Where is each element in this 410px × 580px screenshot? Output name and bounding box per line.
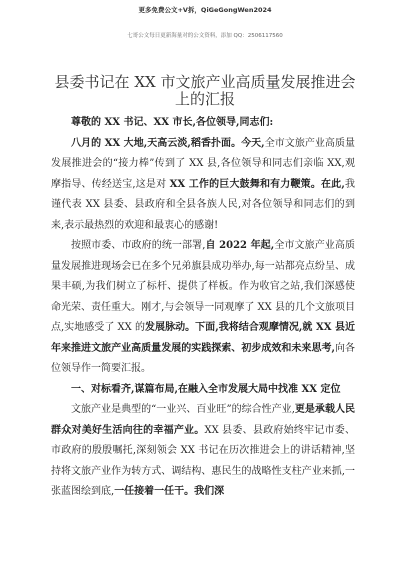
p1-sentence-2: 全市文旅产业高质量发展推进会的“接力棒”传到了 XX 县,各位领导和同志们亲临 XX,观摩指导、传经送宝,这是对 — [51, 137, 356, 190]
p2-sentence-7: 向各位领导作一简要汇报。 — [51, 342, 356, 374]
p2-sentence-5: 我们深感使命光荣、责任重大。刚才,与会领导一同观摩了 XX 县的几个文旅项目点,实地感受了 XX 的 — [51, 281, 356, 333]
p2-sentence-2: 自 2022 年起, — [205, 240, 275, 251]
p2-sentence-6: 发展脉动。下面,我将结合观摩情况,就 XX 县近年来推进文旅产业高质量发展的实践探索、初步成效和未来思考, — [51, 322, 355, 354]
header-watermark-line: 更多免费公文+V拆，QiGeGongWen2024 — [138, 6, 272, 14]
paragraph-2 — [51, 236, 355, 380]
document-title: 县委书记在 XX 市文旅产业高质量发展推进会上的汇报 — [54, 73, 356, 108]
greeting — [51, 113, 355, 134]
heading-1-text: 一、对标看齐,谋篇布局,在融入全市发展大局中找准 XX 定位 — [71, 383, 341, 395]
p1-sentence-3: XX 工作的巨大鼓舞和有力鞭策。在此, — [169, 178, 345, 190]
p2-sentence-1: 按照市委、市政府的统一部署, — [71, 240, 206, 251]
paragraph-3 — [51, 400, 355, 503]
p3-sentence-3: XX 县委、县政府始终牢记市委、市政府的殷殷嘱托,深刻领会 XX 书记在历次推进会上的讲话精神,坚持将文旅产业作为转方式、调结构、惠民生的战略性支柱产业来抓,一张蓝图绘到底, — [51, 424, 356, 497]
p3-sentence-2: 更是承载人民群众对美好生活向往的幸福产业。 — [51, 404, 355, 436]
p3-sentence-4: 一任接着一任干。我们深 — [114, 486, 225, 497]
section-heading-1 — [51, 380, 355, 401]
p2-sentence-3: 全市文旅产业高质量发展推进现场会已在多个兄弟旗县成功举办, — [51, 240, 355, 272]
header-contact-line: 七哥公文每日更新海量对的公文资料，添加 QQ：2506117560 — [127, 33, 283, 39]
document-body — [51, 113, 355, 503]
p3-sentence-1: 文旅产业是典型的“一业兴、百业旺”的综合性产业, — [71, 404, 295, 415]
paragraph-1 — [51, 134, 355, 237]
p2-sentence-4: 每一站都亮点纷呈、成果丰硕,为我们树立了标杆、提供了样板。作为收官之站, — [51, 260, 356, 292]
greeting-text: 尊敬的 XX 书记、XX 市长,各位领导,同志们: — [71, 117, 274, 128]
p1-sentence-1: 八月的 XX 大地,天高云淡,稻香扑面。今天, — [71, 137, 265, 149]
p1-sentence-4: 我谨代表 XX 县委、县政府和全县各族人民,对各位领导和同志们的到来,表示最热烈的欢迎和最衷心的感谢! — [51, 178, 355, 231]
